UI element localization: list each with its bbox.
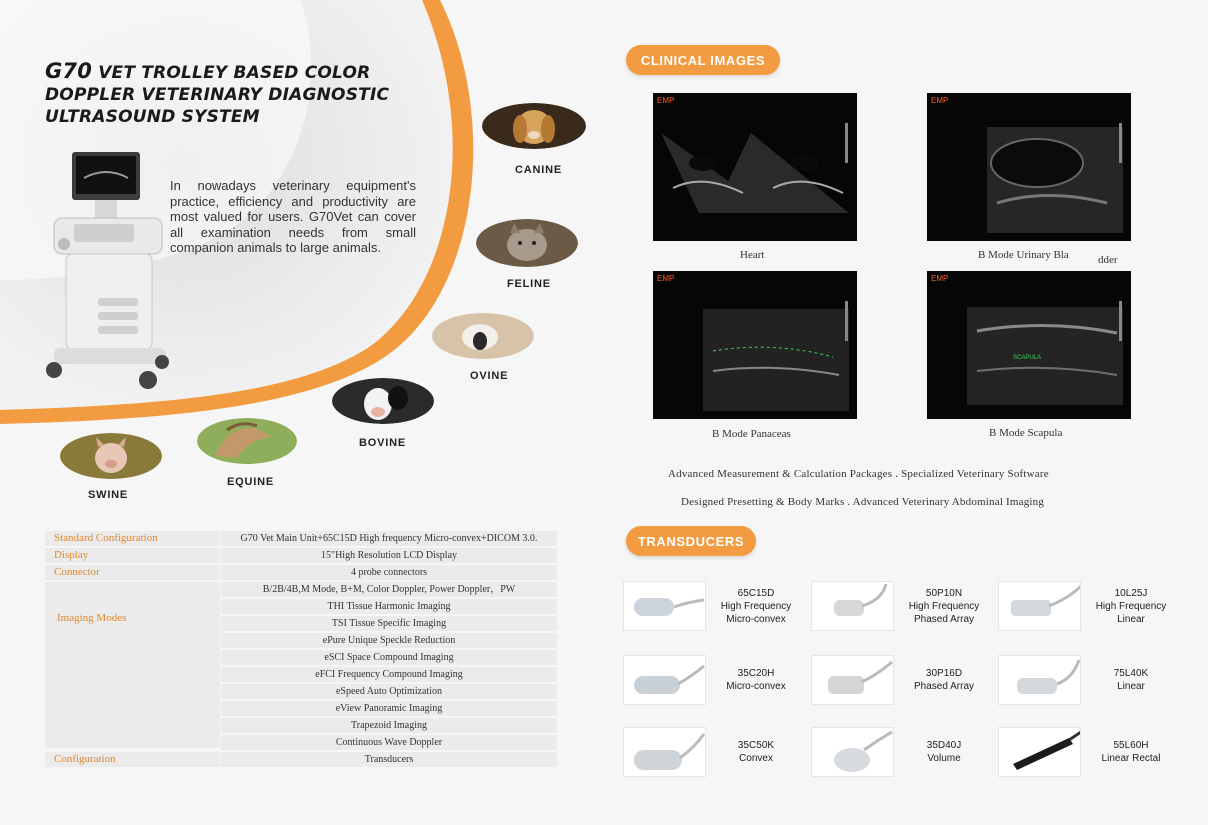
transducer-image <box>623 655 706 705</box>
scapula-annotation: SCAPULA <box>1013 355 1042 361</box>
label-equine: EQUINE <box>227 476 274 488</box>
horse-image <box>197 418 297 464</box>
transducer-image <box>998 581 1081 631</box>
spec-value: eSpeed Auto Optimization <box>221 684 557 699</box>
spec-value: ePure Unique Speckle Reduction <box>221 633 557 648</box>
transducer-image <box>811 655 894 705</box>
caption-pancreas: B Mode Panaceas <box>712 428 791 440</box>
table-row <box>45 565 557 580</box>
transducer-label: 35D40J Volume <box>926 740 962 764</box>
intro-text: In nowadays veterinary equipment's practice, efficiency and productivity are most valued for users. G70Vet can cover all examination needs from small companion animals to large animals. <box>170 178 416 255</box>
spec-key: Configuration <box>45 752 220 767</box>
transducer-label: 55L60H Linear Rectal <box>1101 740 1161 764</box>
table-row <box>45 718 557 733</box>
ultrasound-scapula-scan <box>927 271 1131 419</box>
clinical-images-heading: CLINICAL IMAGES <box>626 45 780 75</box>
ultrasound-pancreas-scan <box>653 271 857 419</box>
transducer-label: 75L40K Linear <box>1113 668 1149 692</box>
spec-key: Display <box>45 548 220 563</box>
transducer-label: 30P16D Phased Array <box>913 668 975 692</box>
spec-value: B/2B/4B,M Mode, B+M, Color Doppler, Power Doppler，PW <box>221 582 557 597</box>
spec-value: G70 Vet Main Unit+65C15D High frequency Micro-convex+DICOM 3.0. <box>221 531 557 546</box>
table-row <box>45 667 557 682</box>
spec-value: THI Tissue Harmonic Imaging <box>221 599 557 614</box>
transducer-label: 50P10N High Frequency Phased Array <box>908 588 980 625</box>
emp-logo: EMP <box>931 274 949 283</box>
spec-value: 4 probe connectors <box>221 565 557 580</box>
features-line-2: Designed Presetting & Body Marks . Advanced Veterinary Abdominal Imaging <box>681 496 1045 508</box>
label-canine: CANINE <box>515 164 562 176</box>
clinical-image-scapula <box>927 271 1131 419</box>
clinical-image-bladder <box>927 93 1131 241</box>
ultrasound-heart-scan <box>653 93 857 241</box>
table-row <box>45 616 557 631</box>
table-row <box>45 599 557 614</box>
table-row <box>45 531 557 546</box>
sheep-image <box>432 313 534 359</box>
emp-logo: EMP <box>657 96 675 105</box>
title-line3: ULTRASOUND SYSTEM <box>45 107 260 127</box>
spec-value: Continuous Wave Doppler <box>221 735 557 750</box>
transducer-image <box>811 581 894 631</box>
spec-key-imaging-modes: Imaging Modes <box>45 582 220 748</box>
spec-key: Standard Configuration <box>45 531 220 546</box>
label-bovine: BOVINE <box>359 437 406 449</box>
transducer-label: 10L25J High Frequency Linear <box>1095 588 1167 625</box>
hero-section <box>0 0 600 449</box>
emp-logo: EMP <box>931 96 949 105</box>
spec-value: 15"High Resolution LCD Display <box>221 548 557 563</box>
label-ovine: OVINE <box>470 370 509 382</box>
cat-image <box>476 219 578 267</box>
clinical-image-heart <box>653 93 857 241</box>
cow-image <box>332 378 434 424</box>
clinical-image-pancreas <box>653 271 857 419</box>
table-row <box>45 752 557 767</box>
spec-key: Connector <box>45 565 220 580</box>
transducer-label: 35C20H Micro-convex <box>726 668 786 692</box>
spec-value: eFCI Frequency Compound Imaging <box>221 667 557 682</box>
transducer-label: 35C50K Convex <box>737 740 775 764</box>
spec-value: TSI Tissue Specific Imaging <box>221 616 557 631</box>
caption-bladder: B Mode Urinary Bla <box>978 249 1069 261</box>
caption-scapula: B Mode Scapula <box>989 427 1063 439</box>
spec-value: Trapezoid Imaging <box>221 718 557 733</box>
transducer-label: 65C15D High Frequency Micro-convex <box>720 588 792 625</box>
transducer-image <box>623 581 706 631</box>
table-row <box>45 548 557 563</box>
emp-logo: EMP <box>657 274 675 283</box>
spec-value: Transducers <box>221 752 557 767</box>
transducers-heading: TRANSDUCERS <box>626 526 756 556</box>
pig-image <box>60 433 162 479</box>
ultrasound-machine-image <box>40 148 175 393</box>
label-swine: SWINE <box>88 489 129 501</box>
spec-value: eSCI Space Compound Imaging <box>221 650 557 665</box>
table-row <box>45 650 557 665</box>
transducer-image <box>811 727 894 777</box>
table-row <box>45 633 557 648</box>
title-brand: G70 <box>45 59 93 83</box>
spec-value: eView Panoramic Imaging <box>221 701 557 716</box>
ultrasound-bladder-scan <box>927 93 1131 241</box>
transducer-image <box>623 727 706 777</box>
dog-image <box>482 103 586 149</box>
caption-heart: Heart <box>740 249 765 261</box>
transducer-image <box>998 655 1081 705</box>
transducer-image <box>998 727 1081 777</box>
label-feline: FELINE <box>507 278 551 290</box>
table-row <box>45 735 557 750</box>
table-row <box>45 701 557 716</box>
features-line-1: Advanced Measurement & Calculation Packages . Specialized Veterinary Software <box>668 468 1049 480</box>
title-line2: DOPPLER VETERINARY DIAGNOSTIC <box>45 85 390 105</box>
caption-bladder-tail: dder <box>1098 254 1118 266</box>
table-row <box>45 582 557 597</box>
page-title <box>45 60 405 128</box>
title-line1: VET TROLLEY BASED COLOR <box>98 63 371 83</box>
table-row <box>45 684 557 699</box>
